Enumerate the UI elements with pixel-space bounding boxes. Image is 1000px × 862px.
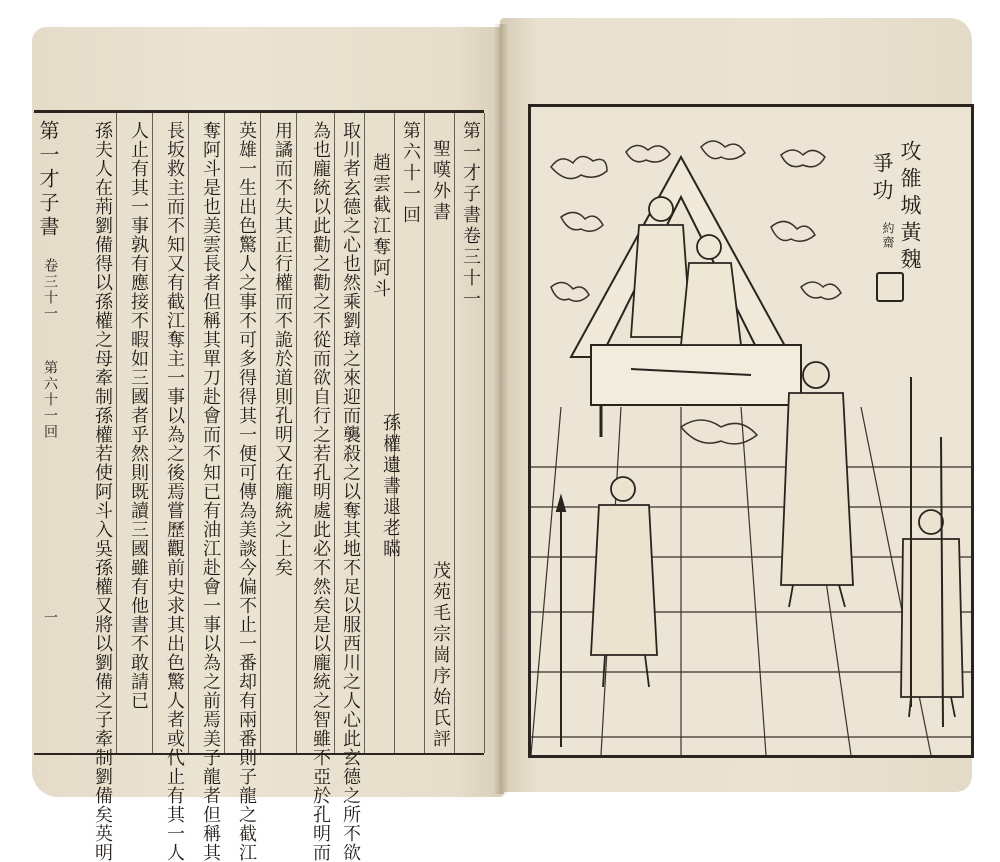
body-column-text: 英雄一生出色驚人之事不可多得得其一便可傳為美談今偏不止一番却有兩番則子龍之截江 (236, 121, 257, 862)
body-column-text: 為也龐統以此勸之勸之不從而欲自行之若孔明處此必不然矣是以龐統之智雖不亞於孔明而 (310, 121, 331, 862)
book-gutter (494, 24, 508, 794)
body-column (80, 113, 117, 862)
illustration-title-line-2: 爭功 (870, 152, 894, 206)
column-subheader (424, 113, 455, 753)
body-column-text: 取川者玄德之心也然乘劉璋之來迎而襲殺之以奪其地不足以服西川之人心此玄德之所不欲 (340, 121, 361, 862)
body-column-text: 人止有其一事孰有應接不暇如三國者乎然則既讀三國雖有他書不敢請已 (128, 121, 149, 710)
margin-volume: 卷三十一 (42, 258, 58, 322)
body-column-text: 用譎而不失其正行權而不詭於道則孔明又在龐統之上矣 (272, 121, 293, 577)
text-block (34, 110, 484, 862)
editor-credit: 茂苑毛宗崗序始氏評 (430, 561, 451, 750)
chapter-number: 第六十一回 (400, 121, 421, 226)
artist-signature: 約齋 (881, 222, 895, 250)
body-column (224, 113, 261, 862)
chapter-title-1: 趙雲截江奪阿斗 (370, 153, 391, 300)
column-chapter-title (364, 113, 401, 753)
artist-seal (876, 272, 904, 302)
body-column (152, 113, 189, 862)
margin-page: 一 (42, 610, 58, 626)
body-column (260, 113, 297, 753)
chapter-title-2: 孫權遺書退老瞞 (380, 413, 401, 560)
body-column-text: 孫夫人在荊劉備得以孫權之母牽制孫權若使阿斗入吳孫權又將以劉備之子牽制劉備矣英明 (92, 121, 113, 862)
body-column (188, 113, 225, 862)
body-column (116, 113, 153, 753)
illustration-title-line-1: 攻雒城黃魏 (898, 140, 922, 275)
margin-label: 第一才子書 (36, 120, 60, 240)
margin-chapter: 第六十一回 (42, 360, 58, 440)
body-column-text: 奪阿斗是也美雲長者但稱其單刀赴會而不知已有油江赴會一事以為之前焉美子龍者但稱其 (200, 121, 221, 862)
table (591, 345, 801, 405)
body-column (296, 113, 335, 862)
generals (591, 362, 963, 717)
body-column-text: 長坂救主而不知又有截江奪主一事以為之後焉嘗歷觀前史求其出色驚人者或代止有其一人 (164, 121, 185, 862)
body-column (334, 113, 365, 862)
column-header (454, 113, 485, 753)
book-subheader: 聖嘆外書 (430, 139, 451, 223)
book-header-title: 第一才子書卷三十一 (460, 121, 481, 310)
